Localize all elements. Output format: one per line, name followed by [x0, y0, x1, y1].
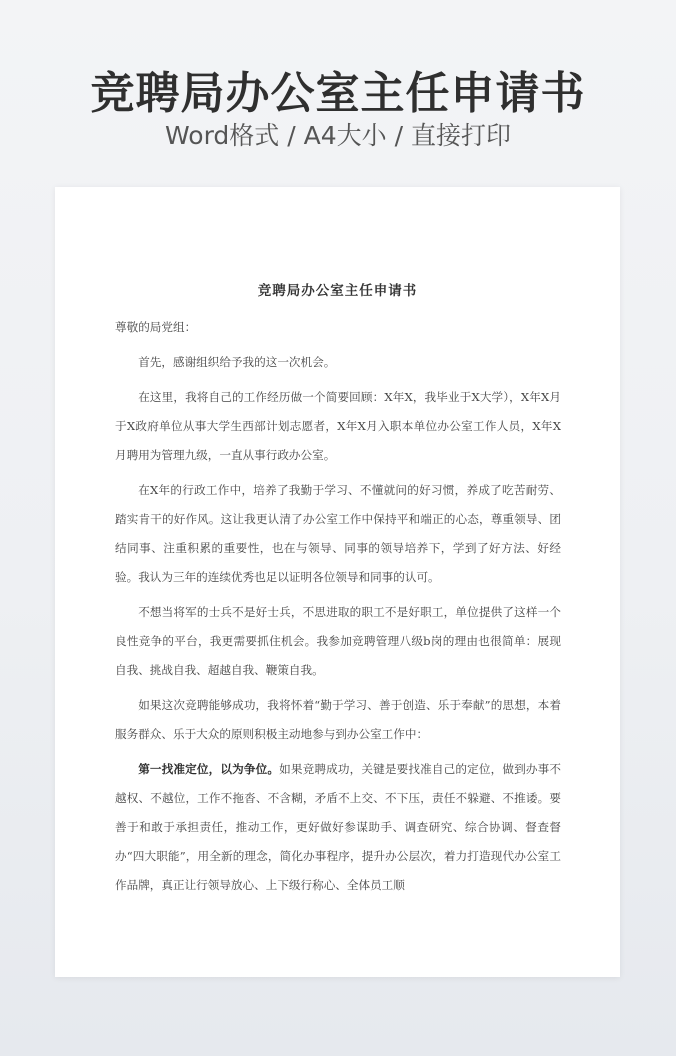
paragraph-thanks: 首先，感谢组织给予我的这一次机会。: [138, 355, 336, 369]
paragraph-experience: 在这里，我将自己的工作经历做一个简要回顾：X年X，我毕业于X大学），X年X月于X政府单位从事大学生西部计划志愿者，X年X月入职本单位办公室工作人员，X年X月聘用为管理九级，一直从事行政办公室。: [115, 390, 561, 462]
banner-subtitle: Word格式 / A4大小 / 直接打印: [165, 121, 511, 150]
paragraph-motivation: 不想当将军的士兵不是好士兵，不思进取的职工不是好职工，单位提供了这样一个良性竞争的平台，我更需要抓住机会。我参加竞聘管理八级b岗的理由也很简单：展现自我、挑战自我、超越自我、鞭策自我。: [115, 605, 561, 677]
salutation: 尊敬的局党组：: [115, 320, 197, 334]
point-one-text: 如果竞聘成功，关键是要找准自己的定位，做到办事不越权、不越位，工作不拖沓、不含糊，矛盾不上交、不下压，责任不躲避、不推诿。要善于和敢于承担责任，推动工作，更好做好参谋助手、调查研究、综合协调、督查督办“四大职能”，用全新的理念，简化办事程序，提升办公层次，着力打造现代办公室工作品牌，真正让行领导放心、上下级行称心、全体员工顺: [115, 762, 561, 892]
document-page: [55, 187, 620, 977]
paragraph-growth: 在X年的行政工作中，培养了我勤于学习、不懂就问的好习惯，养成了吃苦耐劳、踏实肯干的好作风。这让我更认清了办公室工作中保持平和端正的心态，尊重领导、团结同事、注重积累的重要性，也在与领导、同事的领导培养下，学到了好方法、好经验。我认为三年的连续优秀也足以证明各位领导和同事的认可。: [115, 483, 561, 584]
document-title: 竞聘局办公室主任申请书: [257, 283, 418, 299]
paragraph-commitment: 如果这次竞聘能够成功，我将怀着“勤于学习、善于创造、乐于奉献”的思想，本着服务群众、乐于大众的原则积极主动地参与到办公室工作中：: [115, 698, 561, 741]
point-one-heading: 第一找准定位，以为争位。: [138, 762, 280, 776]
paragraph-point-one: [115, 755, 561, 900]
document-body: [115, 313, 561, 906]
banner-title: 竞聘局办公室主任申请书: [90, 68, 586, 119]
